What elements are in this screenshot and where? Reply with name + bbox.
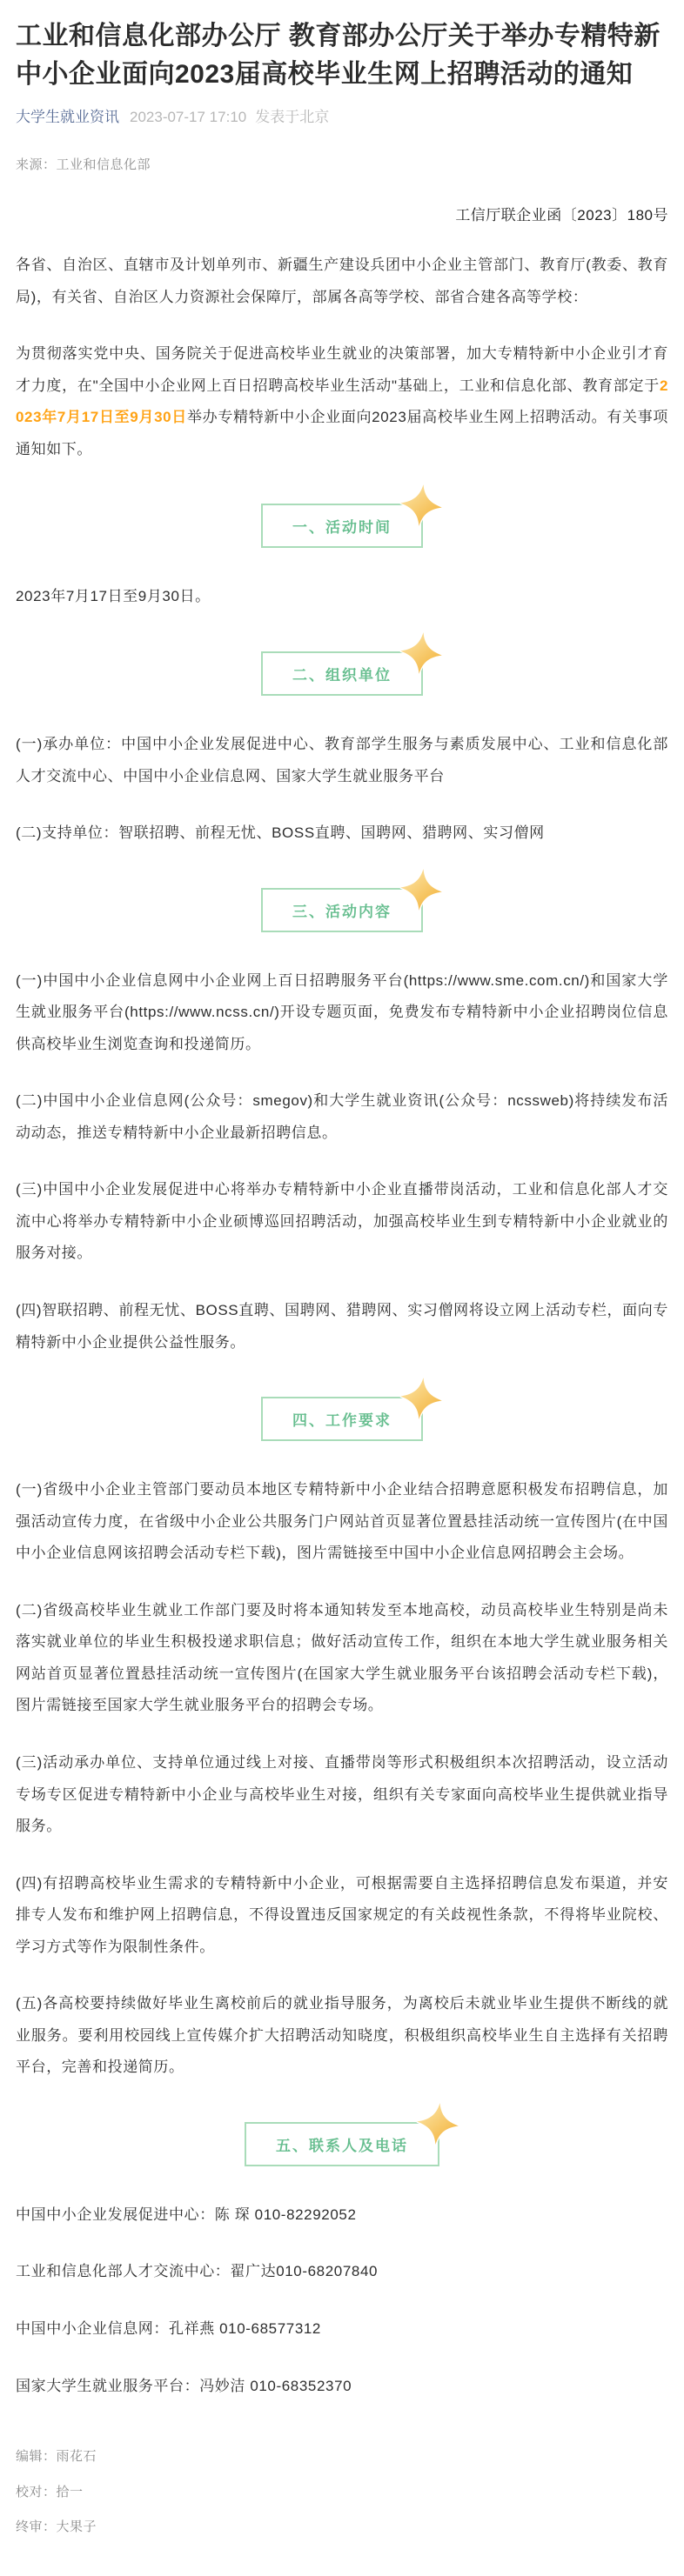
footer-credit [16, 2483, 668, 2503]
paragraph: (三)中国中小企业发展促进中心将举办专精特新中小企业直播带岗活动，工业和信息化部人才交流中心将举办专精特新中小企业硕博巡回招聘活动，加强高校毕业生到专精特新中小企业就业的服务对接。 [16, 1181, 668, 1262]
footer-credit [16, 2447, 668, 2467]
article-sections [16, 504, 668, 2402]
footer-credit [16, 2518, 668, 2538]
source-value: 工业和信息化部 [56, 157, 151, 173]
section-heading: 五、联系人及电话 [276, 2137, 408, 2154]
article-section [16, 504, 668, 613]
paragraph: (二)省级高校毕业生就业工作部门要及时将本通知转发至本地高校，动员高校毕业生特别是尚未落实就业单位的毕业生积极投递求职信息；做好活动宣传工作，组织在本地大学生就业服务相关网站首页显著位置悬挂活动统一宣传图片(在国家大学生就业服务平台该招聘会活动专栏下载)，图片需链接至国家大学生就业服务平台的招聘会专场。 [16, 1601, 668, 1714]
section-heading: 二、组织单位 [292, 667, 392, 684]
sparkle-icon [398, 865, 446, 913]
sparkle-icon [398, 630, 446, 677]
section-heading-wrap [16, 2122, 668, 2166]
article-section [16, 651, 668, 850]
sparkle-icon [414, 2099, 462, 2147]
paragraph: 2023年7月17日至9月30日。 [16, 588, 211, 605]
sparkle-icon [398, 482, 446, 530]
intro-paragraph [16, 338, 668, 465]
doc-number: 工信厅联企业函〔2023〕180号 [455, 207, 668, 224]
article-section [16, 1397, 668, 2084]
source-label: 来源： [16, 157, 57, 173]
section-heading-wrap [16, 504, 668, 548]
footer-credit-label: 编辑： [16, 2449, 57, 2465]
article-section [16, 2122, 668, 2402]
sparkle-icon [398, 1375, 446, 1423]
section-heading-badge [261, 1397, 423, 1441]
article-title: 工业和信息化部办公厅 教育部办公厅关于举办专精特新中小企业面向2023届高校毕业生网上招聘活动的通知 [16, 22, 661, 89]
section-heading-badge [245, 2122, 439, 2166]
section-heading: 四、工作要求 [292, 1412, 392, 1430]
section-heading-badge [261, 504, 423, 548]
paragraph: (二)中国中小企业信息网(公众号：smegov)和大学生就业资讯(公众号：ncssweb)将持续发布活动动态，推送专精特新中小企业最新招聘信息。 [16, 1092, 668, 1141]
paragraph: 中国中小企业信息网：孔祥燕 010-68577312 [16, 2319, 321, 2337]
paragraph: (三)活动承办单位、支持单位通过线上对接、直播带岗等形式积极组织本次招聘活动，设立活动专场专区促进专精特新中小企业与高校毕业生对接，组织有关专家面向高校毕业生提供就业指导服务。 [16, 1753, 668, 1835]
footer-credit-label: 终审： [16, 2519, 57, 2535]
section-heading-wrap [16, 1397, 668, 1441]
article-meta [16, 105, 668, 129]
paragraph: (一)承办单位：中国中小企业发展促进中心、教育部学生服务与素质发展中心、工业和信息化部人才交流中心、中国中小企业信息网、国家大学生就业服务平台 [16, 736, 668, 784]
paragraph: (一)省级中小企业主管部门要动员本地区专精特新中小企业结合招聘意愿积极发布招聘信息，加强活动宣传力度，在省级中小企业公共服务门户网站首页显著位置悬挂活动统一宣传图片(在中国中小企业信息网该招聘会活动专栏下载)，图片需链接至中国中小企业信息网招聘会主会场。 [16, 1481, 668, 1562]
paragraph: (五)各高校要持续做好毕业生离校前后的就业指导服务，为离校后未就业毕业生提供不断线的就业服务。要利用校园线上宣传媒介扩大招聘活动知晓度，积极组织高校毕业生自主选择有关招聘平台，完善和投递简历。 [16, 1995, 668, 2076]
paragraph: 工业和信息化部人才交流中心：翟广达010-68207840 [16, 2263, 379, 2280]
section-heading-badge [261, 888, 423, 932]
paragraph: 中国中小企业发展促进中心：陈 琛 010-82292052 [16, 2206, 357, 2223]
intro-text-pre: 为贯彻落实党中央、国务院关于促进高校毕业生就业的决策部署，加大专精特新中小企业引才育才力度，在"全国中小企业网上百日招聘高校毕业生活动"基础上，工业和信息化部、教育部定于 [16, 345, 668, 394]
paragraph: 国家大学生就业服务平台：冯妙洁 010-68352370 [16, 2377, 352, 2394]
publish-location: 发表于北京 [255, 109, 330, 125]
article-section [16, 888, 668, 1358]
footer-credit-label: 校对： [16, 2484, 57, 2499]
footer-credit-value: 雨花石 [56, 2449, 97, 2465]
intro-text-post: 举办专精特新中小企业面向2023届高校毕业生网上招聘活动。有关事项通知如下。 [16, 409, 668, 457]
footer-credit-value: 大果子 [56, 2519, 97, 2535]
section-heading: 一、活动时间 [292, 519, 392, 537]
section-heading: 三、活动内容 [292, 903, 392, 920]
paragraph: (一)中国中小企业信息网中小企业网上百日招聘服务平台(https://www.sme.com.cn/)和国家大学生就业服务平台(https://www.ncss.cn/)开设专题页面，免费发布专精特新中小企业招聘岗位信息供高校毕业生浏览查询和投递简历。 [16, 971, 668, 1052]
section-heading-wrap [16, 651, 668, 696]
paragraph: (四)智联招聘、前程无忧、BOSS直聘、国聘网、猎聘网、实习僧网将设立网上活动专栏，面向专精特新中小企业提供公益性服务。 [16, 1302, 668, 1351]
account-link[interactable]: 大学生就业资讯 [16, 109, 119, 125]
publish-time: 2023-07-17 17:10 [130, 109, 247, 125]
paragraph: (二)支持单位：智联招聘、前程无忧、BOSS直聘、国聘网、猎聘网、实习僧网 [16, 824, 545, 842]
date-highlight: 2023年7月17日至9月30日 [16, 377, 668, 426]
section-heading-badge [261, 651, 423, 696]
section-heading-wrap [16, 888, 668, 932]
paragraph: (四)有招聘高校毕业生需求的专精特新中小企业，可根据需要自主选择招聘信息发布渠道，并安排专人发布和维护网上招聘信息，不得设置违反国家规定的有关歧视性条款，不得将毕业院校、学习方式等作为限制性条件。 [16, 1874, 668, 1955]
article-source [16, 155, 668, 173]
footer-credit-value: 拾一 [56, 2484, 84, 2499]
salutation-paragraph: 各省、自治区、直辖市及计划单列市、新疆生产建设兵团中小企业主管部门、教育厅(教委、教育局)，有关省、自治区人力资源社会保障厅，部属各高等学校、部省合建各高等学校： [16, 257, 668, 305]
article-footer [16, 2447, 668, 2538]
